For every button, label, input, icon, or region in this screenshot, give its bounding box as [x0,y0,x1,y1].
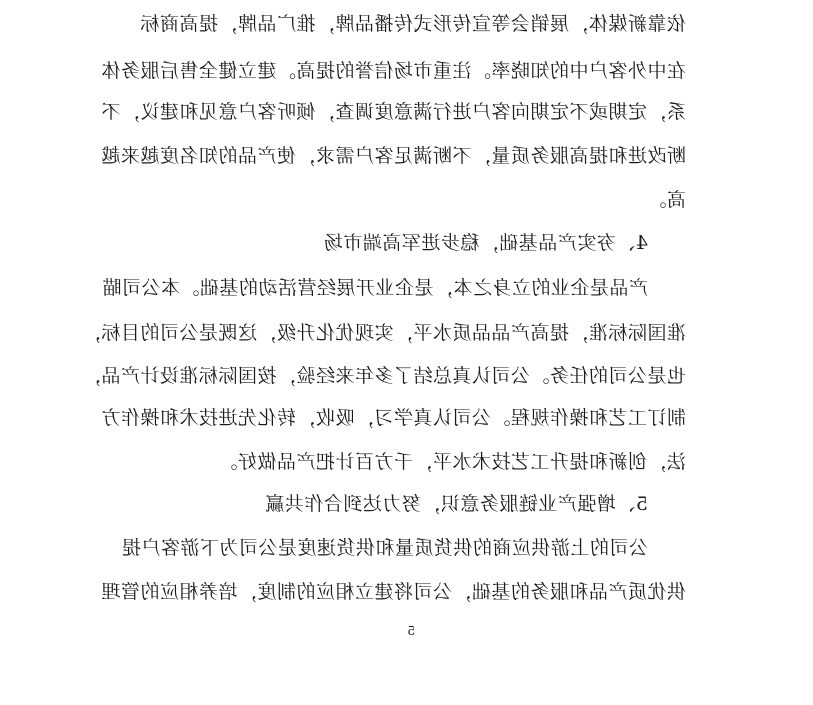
paragraph-line: 公司的上游供应商的供货质量和供货速度是公司为下游客户提 [121,537,648,559]
paragraph-line: 准国际标准，提高产品品质水平，实现优化升级，这既是公司的目标， [81,322,686,344]
paragraph-line: 在中外客户中的知晓率。注重市场信誉的提高。建立健全售后服务体 [100,60,686,82]
section-heading: 4、夯实产品基础，稳步进军高端市场 [323,232,648,254]
paragraph-line: 高。 [646,189,686,211]
paragraph-line: 法，创新和提升工艺技术水平，千方百计把产品做好。 [217,451,686,473]
paragraph-line: 依靠新媒体，展销会等宣传形式传播品牌，推广品牌，提高商标 [139,13,686,35]
paragraph-line: 产品是企业的立身之本，是企业开展经营活动的基础。本公司瞄 [101,277,648,299]
section-heading: 5、增强产业链服务意识，努力达到合作共赢 [264,493,648,515]
page-number: 5 [407,624,415,638]
paragraph-line: 断改进和提高服务质量，不断满足客户需求，使产品的知名度越来越 [100,145,686,167]
paragraph-line: 供优质产品和服务的基础，公司将建立相应的制度，培养相应的管理 [100,581,686,603]
paragraph-line: 系，定期或不定期向客户进行满意度调查，倾听客户意见和建议，不 [100,101,686,123]
paragraph-line: 制订工艺和操作规程。公司认真学习，吸收，转化先进技术和操作方 [100,407,686,429]
paragraph-line: 也是公司的任务。公司认真总结了多年来经验，按国际标准设计产品， [81,365,686,387]
